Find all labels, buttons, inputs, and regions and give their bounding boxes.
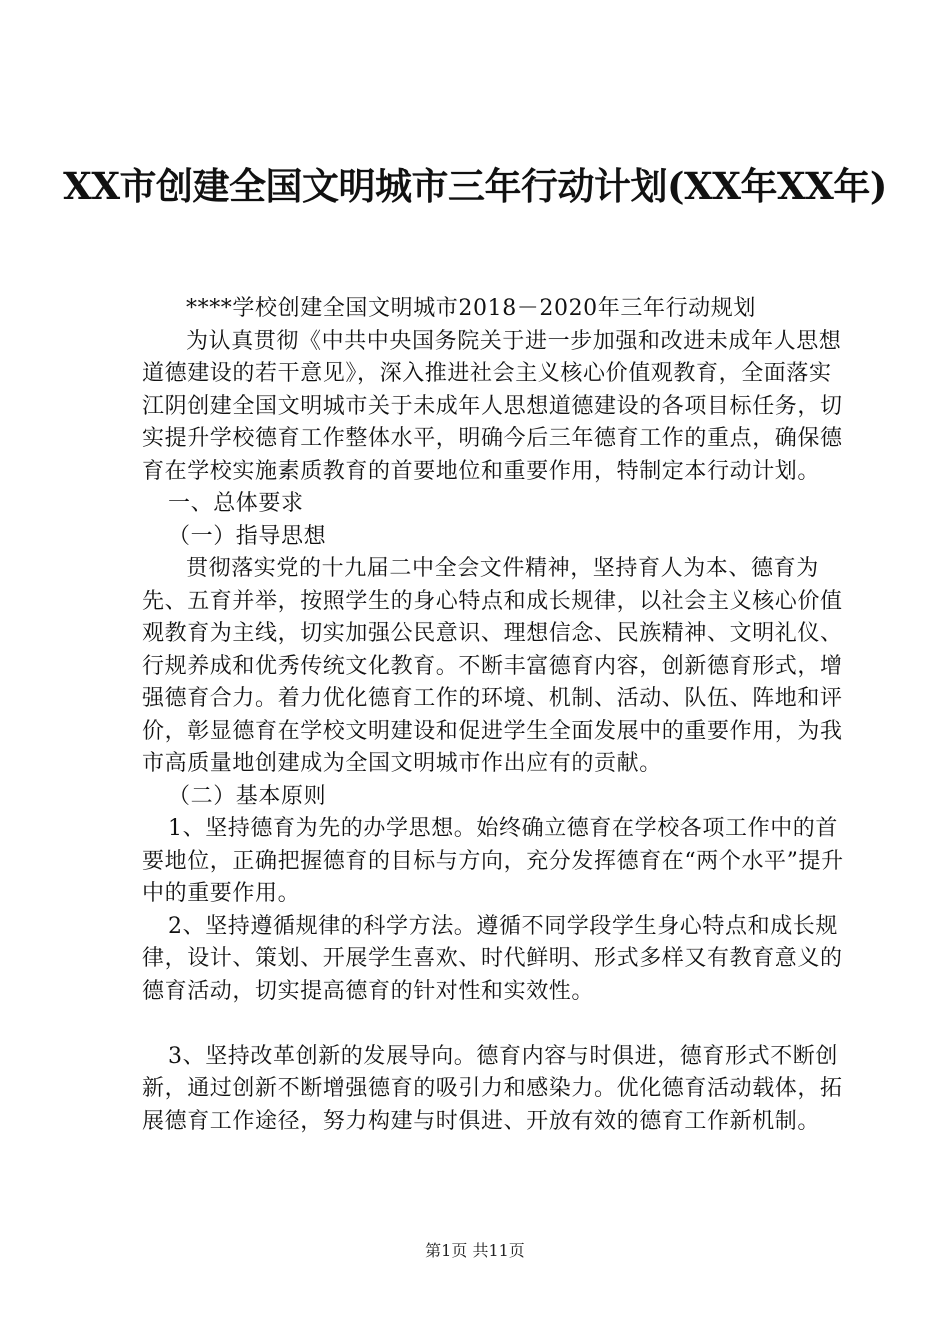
body-paragraph: 贯彻落实党的十九届二中全会文件精神，坚持育人为本、德育为先、五育并举，按照学生的身心特点和成长规律，以社会主义核心价值观教育为主线，切实加强公民意识、理想信念、民族精神、文明礼仪、行规养成和优秀传统文化教育。不断丰富德育内容，创新德育形式，增强德育合力。着力优化德育工作的环境、机制、活动、队伍、阵地和评价，彰显德育在学校文明建设和促进学生全面发展中的重要作用，为我市高质量地创建成为全国文明城市作出应有的贡献。 [142, 556, 843, 776]
document-body [142, 293, 848, 1138]
principle-item: 2、坚持遵循规律的科学方法。遵循不同学段学生身心特点和成长规律，设计、策划、开展学生喜欢、时代鲜明、形式多样又有教育意义的德育活动，切实提高德育的针对性和实效性。 [142, 913, 843, 1004]
page-footer: 第1页 共11页 [425, 1241, 525, 1260]
subsection-heading: （二）基本原则 [168, 783, 327, 809]
document-title: XX市创建全国文明城市三年行动计划(XX年XX年) [63, 164, 887, 208]
paragraph-gap [142, 1008, 848, 1041]
intro-paragraph: 为认真贯彻《中共中央国务院关于进一步加强和改进未成年人思想道德建设的若干意见》，深入推进社会主义核心价值观教育，全面落实江阴创建全国文明城市关于未成年人思想道德建设的各项目标任务，切实提升学校德育工作整体水平，明确今后三年德育工作的重点，确保德育在学校实施素质教育的首要地位和重要作用，特制定本行动计划。 [142, 328, 843, 484]
subtitle-paragraph: ****学校创建全国文明城市2018－2020年三年行动规划 [186, 296, 756, 321]
principle-item: 1、坚持德育为先的办学思想。始终确立德育在学校各项工作中的首要地位，正确把握德育的目标与方向，充分发挥德育在“两个水平”提升中的重要作用。 [142, 816, 844, 906]
section-heading: 一、总体要求 [168, 491, 304, 516]
subsection-heading: （一）指导思想 [168, 523, 327, 549]
principle-item: 3、坚持改革创新的发展导向。德育内容与时俱进，德育形式不断创新，通过创新不断增强德育的吸引力和感染力。优化德育活动载体，拓展德育工作途径，努力构建与时俱进、开放有效的德育工作新机制。 [142, 1043, 843, 1134]
